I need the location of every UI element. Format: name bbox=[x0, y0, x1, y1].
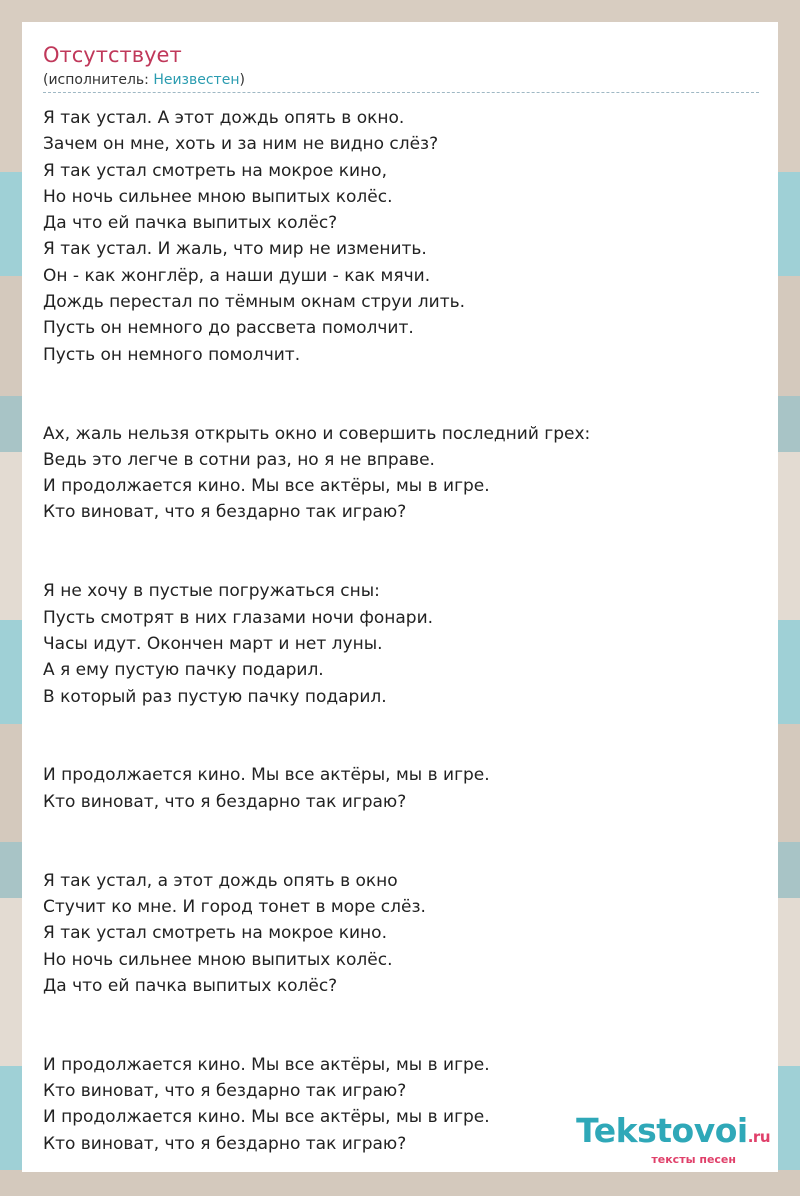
stanza bbox=[43, 105, 758, 368]
artist-link[interactable]: Неизвестен bbox=[153, 72, 240, 88]
lyric-line: Я так устал. И жаль, что мир не изменить. bbox=[43, 239, 427, 260]
logo-wordmark bbox=[576, 1111, 770, 1154]
lyrics-card bbox=[22, 22, 778, 1172]
lyric-line: Кто виноват, что я бездарно так играю? bbox=[43, 791, 407, 812]
logo-name: Tekstovoi bbox=[576, 1111, 748, 1150]
lyric-line: Но ночь сильнее мною выпитых колёс. bbox=[43, 949, 393, 970]
lyric-line: Зачем он мне, хоть и за ним не видно слёз? bbox=[43, 134, 439, 155]
lyric-line: И продолжается кино. Мы все актёры, мы в игре. bbox=[43, 1107, 490, 1128]
lyric-line: Ах, жаль нельзя открыть окно и совершить последний грех: bbox=[43, 423, 591, 444]
lyric-line: Кто виноват, что я бездарно так играю? bbox=[43, 1133, 407, 1154]
logo-subtitle: тексты песен bbox=[651, 1153, 736, 1166]
lyric-line: Кто виноват, что я бездарно так играю? bbox=[43, 502, 407, 523]
lyric-line: Часы идут. Окончен март и нет луны. bbox=[43, 633, 383, 654]
lyric-line: Да что ей пачка выпитых колёс? bbox=[43, 213, 338, 234]
byline-suffix: ) bbox=[239, 72, 245, 88]
lyric-line: Ведь это легче в сотни раз, но я не вправе. bbox=[43, 449, 435, 470]
byline-prefix: (исполнитель: bbox=[43, 72, 154, 88]
lyric-line: Пусть он немного до рассвета помолчит. bbox=[43, 318, 414, 339]
lyric-line: Он - как жонглёр, а наши души - как мячи. bbox=[43, 265, 431, 286]
lyric-line: И продолжается кино. Мы все актёры, мы в игре. bbox=[43, 765, 490, 786]
lyric-line: Я так устал, а этот дождь опять в окно bbox=[43, 870, 398, 891]
lyrics-body bbox=[43, 105, 758, 1157]
lyric-line: Я так устал смотреть на мокрое кино, bbox=[43, 160, 387, 181]
logo-tld: .ru bbox=[747, 1128, 770, 1146]
lyric-line: Кто виноват, что я бездарно так играю? bbox=[43, 1080, 407, 1101]
stanza bbox=[43, 421, 758, 526]
lyric-line: Стучит ко мне. И город тонет в море слёз. bbox=[43, 896, 426, 917]
lyric-line: Дождь перестал по тёмным окнам струи лить. bbox=[43, 292, 466, 313]
lyric-line: И продолжается кино. Мы все актёры, мы в игре. bbox=[43, 476, 490, 497]
lyric-line: Пусть смотрят в них глазами ночи фонари. bbox=[43, 607, 434, 628]
lyric-line: Но ночь сильнее мною выпитых колёс. bbox=[43, 186, 393, 207]
lyric-line: Да что ей пачка выпитых колёс? bbox=[43, 975, 338, 996]
lyric-line: Я не хочу в пустые погружаться сны: bbox=[43, 581, 380, 602]
lyric-line: Я так устал смотреть на мокрое кино. bbox=[43, 923, 387, 944]
lyric-line: И продолжается кино. Мы все актёры, мы в игре. bbox=[43, 1054, 490, 1075]
lyric-line: Я так устал. А этот дождь опять в окно. bbox=[43, 108, 405, 128]
artist-byline bbox=[43, 70, 759, 93]
song-title: Отсутствует bbox=[43, 43, 182, 67]
stanza bbox=[43, 868, 758, 999]
site-logo[interactable] bbox=[576, 1111, 770, 1166]
lyric-line: В который раз пустую пачку подарил. bbox=[43, 686, 387, 707]
lyric-line: Пусть он немного помолчит. bbox=[43, 344, 301, 365]
stanza bbox=[43, 578, 758, 709]
lyric-line: А я ему пустую пачку подарил. bbox=[43, 660, 324, 681]
stanza bbox=[43, 762, 758, 815]
